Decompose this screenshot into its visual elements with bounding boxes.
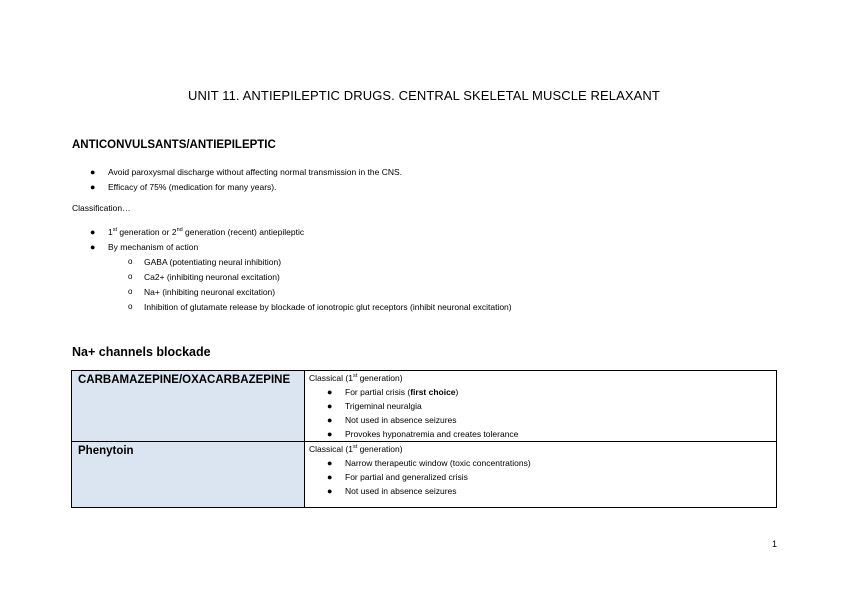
- list-item: o Na+ (inhibiting neuronal excitation): [128, 287, 276, 297]
- drug-description-cell: [305, 442, 777, 508]
- list-item: ● Trigeminal neuralgia: [327, 401, 422, 411]
- bullet-icon: ●: [327, 429, 333, 439]
- page-number: 1: [772, 539, 778, 549]
- intro-bullet-list: [90, 165, 402, 195]
- bullet-icon: ●: [327, 401, 333, 411]
- list-item: ● For partial and generalized crisis: [327, 472, 468, 482]
- bullet-icon: ●: [90, 227, 96, 237]
- list-item: ● By mechanism of action: [90, 242, 199, 252]
- drug-feature-list: [309, 456, 776, 498]
- sub-bullet-icon: o: [128, 302, 133, 311]
- section-heading-anticonvulsants: ANTICONVULSANTS/ANTIEPILEPTIC: [72, 139, 276, 151]
- table-row: [72, 371, 777, 442]
- sub-bullet-icon: o: [128, 287, 133, 296]
- drug-name-cell: CARBAMAZEPINE/OXACARBAZEPINE: [72, 371, 305, 442]
- list-item: ● Not used in absence seizures: [327, 486, 457, 496]
- drug-name-cell: Phenytoin: [72, 442, 305, 508]
- list-item: ● Narrow therapeutic window (toxic concentrations): [327, 458, 531, 468]
- list-item: ● 1st generation or 2nd generation (recent) antiepileptic: [90, 227, 305, 237]
- drug-description-cell: [305, 371, 777, 442]
- classification-line: Classical (1st generation): [309, 444, 403, 454]
- sub-bullet-icon: o: [128, 272, 133, 281]
- sub-bullet-icon: o: [128, 257, 133, 266]
- list-item: ● Not used in absence seizures: [327, 415, 457, 425]
- list-item: ● For partial crisis (first choice): [327, 387, 459, 397]
- classification-label: Classification…: [72, 203, 131, 213]
- bullet-icon: ●: [327, 415, 333, 425]
- bullet-icon: ●: [327, 472, 333, 482]
- bullet-icon: ●: [90, 182, 96, 192]
- list-item: o GABA (potentiating neural inhibition): [128, 257, 282, 267]
- drug-table: [71, 370, 777, 508]
- bullet-icon: ●: [327, 387, 333, 397]
- mechanism-sub-list: [128, 255, 512, 315]
- list-item: o Inhibition of glutamate release by blockade of ionotropic glut receptors (inhibit neuronal excitation): [128, 302, 512, 312]
- bullet-icon: ●: [327, 458, 333, 468]
- drug-feature-list: [309, 385, 776, 441]
- list-item: ● Provokes hyponatremia and creates tolerance: [327, 429, 519, 439]
- list-item: ● Avoid paroxysmal discharge without affecting normal transmission in the CNS.: [90, 167, 403, 177]
- classification-bullet-list: [90, 225, 304, 255]
- list-item: ● Efficacy of 75% (medication for many years).: [90, 182, 277, 192]
- table-row: [72, 442, 777, 508]
- bullet-icon: ●: [90, 242, 96, 252]
- bullet-icon: ●: [327, 486, 333, 496]
- section-heading-na-channels: Na+ channels blockade: [72, 345, 211, 359]
- page-title: UNIT 11. ANTIEPILEPTIC DRUGS. CENTRAL SKELETAL MUSCLE RELAXANT: [188, 88, 660, 103]
- classification-line: Classical (1st generation): [309, 373, 403, 383]
- list-item: o Ca2+ (inhibiting neuronal excitation): [128, 272, 280, 282]
- bullet-icon: ●: [90, 167, 96, 177]
